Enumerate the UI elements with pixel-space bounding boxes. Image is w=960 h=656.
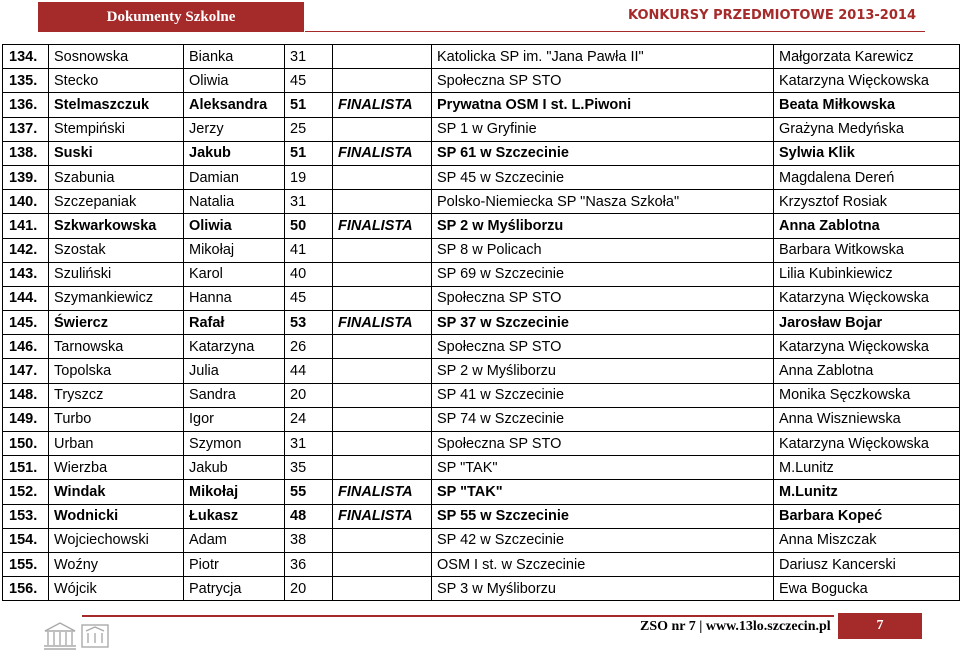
cell-name: Adam [184,528,285,552]
table-row [3,432,960,456]
cell-status [333,190,432,214]
table-row [3,117,960,141]
cell-score: 45 [285,286,333,310]
cell-num: 151. [3,456,49,480]
cell-name: Mikołaj [184,238,285,262]
cell-num: 145. [3,311,49,335]
cell-num: 147. [3,359,49,383]
cell-teacher: Katarzyna Więckowska [774,69,960,93]
cell-teacher: Małgorzata Karewicz [774,45,960,69]
cell-score: 31 [285,45,333,69]
table-row [3,141,960,165]
cell-status: FINALISTA [333,480,432,504]
table-row [3,286,960,310]
cell-status [333,359,432,383]
cell-num: 136. [3,93,49,117]
cell-surname: Suski [49,141,184,165]
footer-rule [82,615,834,617]
cell-surname: Wierzba [49,456,184,480]
cell-teacher: Dariusz Kancerski [774,552,960,576]
cell-school: SP 1 w Gryfinie [432,117,774,141]
table-row [3,552,960,576]
cell-name: Mikołaj [184,480,285,504]
cell-name: Oliwia [184,69,285,93]
cell-num: 143. [3,262,49,286]
cell-school: SP 42 w Szczecinie [432,528,774,552]
cell-status [333,552,432,576]
cell-name: Hanna [184,286,285,310]
cell-score: 48 [285,504,333,528]
cell-school: Prywatna OSM I st. L.Piwoni [432,93,774,117]
cell-school: SP 45 w Szczecinie [432,165,774,189]
cell-school: SP "TAK" [432,480,774,504]
cell-name: Natalia [184,190,285,214]
cell-status [333,165,432,189]
cell-surname: Szkwarkowska [49,214,184,238]
cell-name: Łukasz [184,504,285,528]
table-row [3,383,960,407]
cell-score: 24 [285,407,333,431]
cell-num: 137. [3,117,49,141]
cell-score: 20 [285,383,333,407]
table-row [3,69,960,93]
school-logo-icon [42,619,112,651]
cell-score: 31 [285,432,333,456]
cell-surname: Stecko [49,69,184,93]
table-row [3,93,960,117]
cell-score: 38 [285,528,333,552]
cell-name: Jerzy [184,117,285,141]
cell-surname: Woźny [49,552,184,576]
table-row [3,214,960,238]
cell-score: 45 [285,69,333,93]
cell-num: 140. [3,190,49,214]
cell-score: 50 [285,214,333,238]
cell-school: Katolicka SP im. "Jana Pawła II" [432,45,774,69]
table-row [3,238,960,262]
cell-surname: Szostak [49,238,184,262]
cell-teacher: Magdalena Dereń [774,165,960,189]
cell-status: FINALISTA [333,311,432,335]
header-rule [305,31,925,32]
cell-name: Julia [184,359,285,383]
cell-name: Damian [184,165,285,189]
cell-score: 36 [285,552,333,576]
cell-num: 152. [3,480,49,504]
cell-num: 138. [3,141,49,165]
cell-score: 26 [285,335,333,359]
cell-num: 139. [3,165,49,189]
cell-name: Igor [184,407,285,431]
cell-status [333,117,432,141]
footer-text: ZSO nr 7 | www.13lo.szczecin.pl [640,619,831,634]
cell-num: 144. [3,286,49,310]
page-number: 7 [838,613,922,639]
cell-surname: Windak [49,480,184,504]
cell-status [333,45,432,69]
cell-status [333,456,432,480]
cell-school: SP "TAK" [432,456,774,480]
table-row [3,262,960,286]
cell-surname: Urban [49,432,184,456]
cell-school: SP 69 w Szczecinie [432,262,774,286]
cell-score: 31 [285,190,333,214]
cell-score: 51 [285,141,333,165]
cell-surname: Szczepaniak [49,190,184,214]
cell-num: 134. [3,45,49,69]
cell-teacher: Katarzyna Więckowska [774,286,960,310]
cell-school: SP 3 w Myśliborzu [432,577,774,601]
cell-score: 35 [285,456,333,480]
cell-name: Rafał [184,311,285,335]
cell-num: 156. [3,577,49,601]
cell-score: 25 [285,117,333,141]
cell-score: 40 [285,262,333,286]
cell-num: 142. [3,238,49,262]
cell-name: Oliwia [184,214,285,238]
cell-status: FINALISTA [333,504,432,528]
cell-school: Polsko-Niemiecka SP "Nasza Szkoła" [432,190,774,214]
cell-teacher: Sylwia Klik [774,141,960,165]
cell-num: 150. [3,432,49,456]
cell-teacher: Barbara Witkowska [774,238,960,262]
cell-status [333,286,432,310]
cell-school: SP 2 w Myśliborzu [432,214,774,238]
cell-name: Bianka [184,45,285,69]
cell-surname: Tarnowska [49,335,184,359]
table-row [3,480,960,504]
cell-score: 19 [285,165,333,189]
cell-teacher: Ewa Bogucka [774,577,960,601]
header-left-title: Dokumenty Szkolne [38,2,304,32]
cell-score: 55 [285,480,333,504]
table-row [3,165,960,189]
cell-score: 53 [285,311,333,335]
cell-surname: Stelmaszczuk [49,93,184,117]
table-row [3,528,960,552]
cell-status [333,577,432,601]
cell-teacher: Barbara Kopeć [774,504,960,528]
cell-status [333,528,432,552]
cell-status: FINALISTA [333,214,432,238]
table-row [3,456,960,480]
table-row [3,190,960,214]
cell-teacher: M.Lunitz [774,456,960,480]
cell-teacher: M.Lunitz [774,480,960,504]
cell-num: 135. [3,69,49,93]
cell-name: Katarzyna [184,335,285,359]
cell-teacher: Katarzyna Więckowska [774,432,960,456]
cell-school: Społeczna SP STO [432,286,774,310]
cell-surname: Świercz [49,311,184,335]
cell-num: 141. [3,214,49,238]
cell-school: Społeczna SP STO [432,432,774,456]
cell-school: SP 37 w Szczecinie [432,311,774,335]
cell-num: 153. [3,504,49,528]
cell-surname: Szymankiewicz [49,286,184,310]
table-row [3,311,960,335]
cell-status [333,432,432,456]
cell-school: SP 74 w Szczecinie [432,407,774,431]
cell-teacher: Lilia Kubinkiewicz [774,262,960,286]
cell-score: 41 [285,238,333,262]
cell-num: 154. [3,528,49,552]
cell-teacher: Katarzyna Więckowska [774,335,960,359]
cell-score: 51 [285,93,333,117]
cell-status: FINALISTA [333,93,432,117]
cell-surname: Szabunia [49,165,184,189]
cell-school: SP 41 w Szczecinie [432,383,774,407]
table-row [3,504,960,528]
cell-surname: Wojciechowski [49,528,184,552]
cell-name: Jakub [184,141,285,165]
cell-teacher: Monika Sęczkowska [774,383,960,407]
cell-surname: Turbo [49,407,184,431]
table-row [3,359,960,383]
cell-teacher: Beata Miłkowska [774,93,960,117]
cell-num: 146. [3,335,49,359]
cell-score: 44 [285,359,333,383]
cell-status: FINALISTA [333,141,432,165]
cell-surname: Stempiński [49,117,184,141]
cell-school: Społeczna SP STO [432,335,774,359]
cell-surname: Wójcik [49,577,184,601]
table-row [3,45,960,69]
cell-status [333,69,432,93]
cell-name: Szymon [184,432,285,456]
results-table [2,44,960,601]
cell-teacher: Anna Zablotna [774,359,960,383]
cell-surname: Szuliński [49,262,184,286]
cell-status [333,335,432,359]
cell-teacher: Anna Wiszniewska [774,407,960,431]
cell-num: 155. [3,552,49,576]
cell-surname: Sosnowska [49,45,184,69]
cell-school: SP 8 w Policach [432,238,774,262]
cell-name: Jakub [184,456,285,480]
cell-name: Sandra [184,383,285,407]
cell-surname: Tryszcz [49,383,184,407]
cell-score: 20 [285,577,333,601]
cell-surname: Wodnicki [49,504,184,528]
cell-name: Patrycja [184,577,285,601]
cell-status [333,262,432,286]
cell-surname: Topolska [49,359,184,383]
cell-school: SP 55 w Szczecinie [432,504,774,528]
cell-school: OSM I st. w Szczecinie [432,552,774,576]
cell-num: 149. [3,407,49,431]
cell-num: 148. [3,383,49,407]
cell-status [333,383,432,407]
cell-name: Aleksandra [184,93,285,117]
cell-school: SP 2 w Myśliborzu [432,359,774,383]
cell-school: SP 61 w Szczecinie [432,141,774,165]
cell-teacher: Anna Zablotna [774,214,960,238]
table-row [3,335,960,359]
cell-name: Piotr [184,552,285,576]
table-row [3,577,960,601]
cell-teacher: Anna Miszczak [774,528,960,552]
cell-teacher: Krzysztof Rosiak [774,190,960,214]
cell-name: Karol [184,262,285,286]
cell-status [333,407,432,431]
cell-teacher: Grażyna Medyńska [774,117,960,141]
header-right-title: KONKURSY PRZEDMIOTOWE 2013-2014 [627,8,916,23]
cell-school: Społeczna SP STO [432,69,774,93]
table-row [3,407,960,431]
cell-teacher: Jarosław Bojar [774,311,960,335]
cell-status [333,238,432,262]
